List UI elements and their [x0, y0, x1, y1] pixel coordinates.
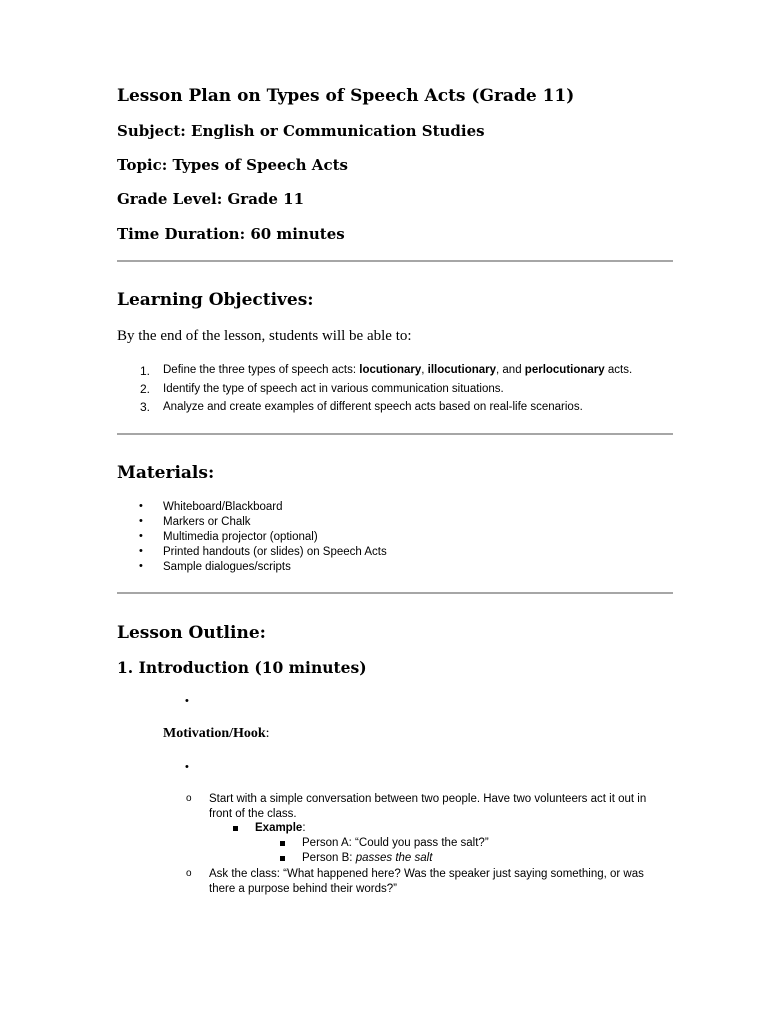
document-title: Lesson Plan on Types of Speech Acts (Grade 11): [117, 86, 575, 106]
circle-bullet-icon: o: [186, 793, 192, 804]
motivation-label: Motivation/Hook:: [163, 726, 270, 741]
bullet-icon: •: [185, 761, 189, 773]
bullet-icon: •: [139, 515, 143, 527]
list-number: 1.: [140, 364, 151, 378]
example-label: Example:: [255, 822, 306, 834]
circle-bullet-icon: o: [186, 868, 192, 879]
objective-item: Analyze and create examples of different speech acts based on real-life scenarios.: [163, 401, 583, 413]
list-item: Sample dialogues/scripts: [163, 561, 291, 573]
grade-level-line: Grade Level: Grade 11: [117, 190, 305, 208]
materials-heading: Materials:: [117, 463, 215, 483]
time-duration-line: Time Duration: 60 minutes: [117, 225, 345, 243]
bullet-icon: •: [185, 695, 189, 707]
bullet-icon: •: [139, 530, 143, 542]
outline-step: Ask the class: “What happened here? Was the speaker just saying something, or was there a purpose behind their words?”: [209, 868, 644, 895]
list-item: Multimedia projector (optional): [163, 531, 318, 543]
bullet-icon: •: [139, 500, 143, 512]
dialogue-line: Person A: “Could you pass the salt?”: [302, 837, 489, 849]
objective-item: Define the three types of speech acts: locutionary, illocutionary, and perlocutionary acts.: [163, 364, 633, 376]
list-item: Whiteboard/Blackboard: [163, 501, 283, 513]
introduction-heading: 1. Introduction (10 minutes): [117, 658, 367, 677]
objective-item: Identify the type of speech act in various communication situations.: [163, 383, 504, 395]
list-number: 2.: [140, 382, 151, 396]
horizontal-divider: [117, 433, 673, 435]
square-bullet-icon: [280, 841, 285, 846]
objectives-intro: By the end of the lesson, students will be able to:: [117, 328, 412, 344]
objectives-heading: Learning Objectives:: [117, 290, 314, 310]
topic-line: Topic: Types of Speech Acts: [117, 156, 348, 174]
bullet-icon: •: [139, 560, 143, 572]
subject-line: Subject: English or Communication Studies: [117, 122, 485, 140]
horizontal-divider: [117, 592, 673, 594]
horizontal-divider: [117, 260, 673, 262]
outline-heading: Lesson Outline:: [117, 623, 266, 643]
dialogue-line: Person B: passes the salt: [302, 852, 433, 864]
list-number: 3.: [140, 400, 151, 414]
square-bullet-icon: [280, 856, 285, 861]
list-item: Markers or Chalk: [163, 516, 251, 528]
bullet-icon: •: [139, 545, 143, 557]
outline-step: Start with a simple conversation between two people. Have two volunteers act it out in front of the class.: [209, 793, 647, 820]
square-bullet-icon: [233, 826, 238, 831]
list-item: Printed handouts (or slides) on Speech Acts: [163, 546, 387, 558]
